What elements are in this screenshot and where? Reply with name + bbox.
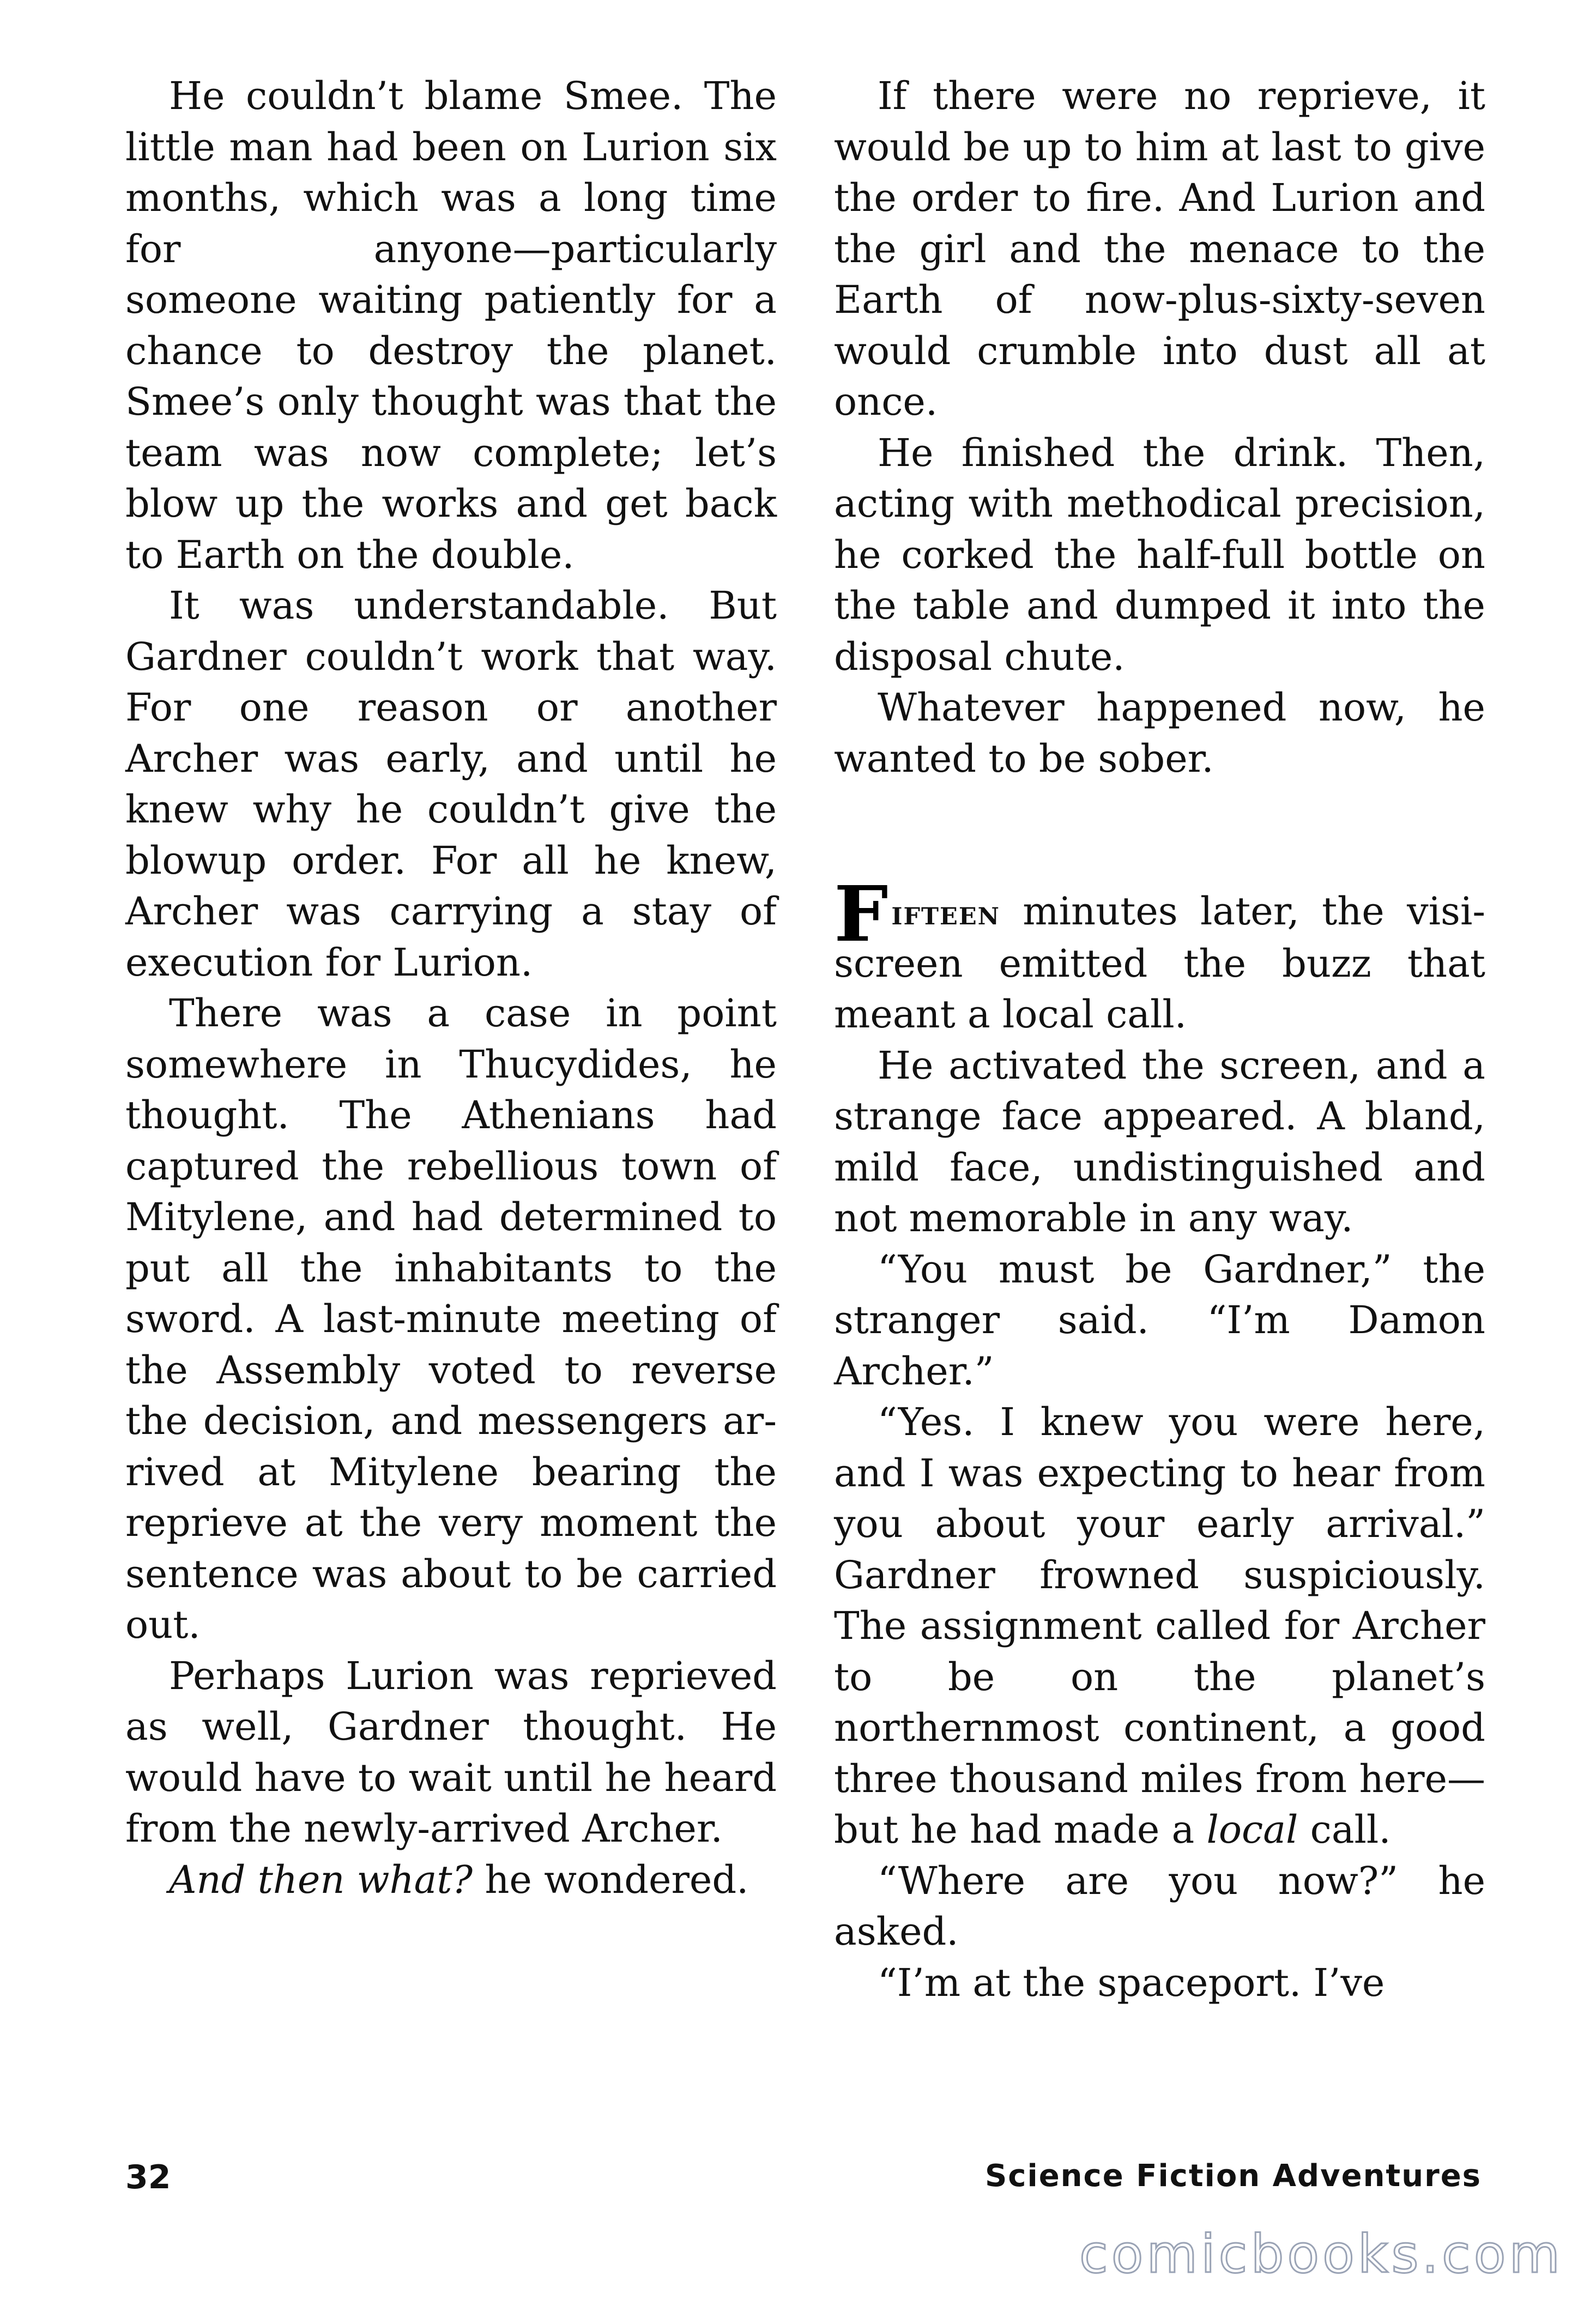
paragraph: “I’m at the spaceport. I’ve <box>878 1960 1385 2005</box>
paragraph: “You must be Gardner,” the stranger said. “I’m Damon Archer.” <box>834 1246 1485 1394</box>
left-column <box>125 71 777 1905</box>
paragraph-text: he wondered. <box>473 1857 749 1902</box>
paragraph <box>834 1397 1485 1856</box>
paragraph: He activated the screen, and a strange face appeared. A bland, mild face, undistinguished and not memorable in any way. <box>834 1043 1485 1240</box>
paragraph <box>125 1855 777 1906</box>
italic-text: local <box>1206 1807 1298 1852</box>
paragraph: “Where are you now?” he asked. <box>834 1858 1485 1954</box>
magazine-title: Science Fiction Adventures <box>984 2158 1482 2194</box>
paragraph-text: minutes later, the visi-screen emitted the buzz that meant a local call. <box>834 889 1485 1037</box>
paragraph-text: call. <box>1298 1807 1391 1852</box>
section-opening-paragraph <box>834 870 1485 1040</box>
paragraph: If there were no reprieve, it would be up to him at last to give the order to fire. And Lurion and the girl and the menace to the Earth of now-plus-sixty-seven would crumble into dust all at once. <box>834 74 1485 424</box>
paragraph: There was a case in point somewhere in Thucydides, he thought. The Athenians had captured the rebellious town of Mitylene, and had determined to put all the inhabitants to the sword. A last-minute meeting of the Assembly voted to reverse the decision, and messengers arrived at Mitylene bearing the reprieve at the very moment the sentence was about to be carried out. <box>125 991 777 1647</box>
paragraph: He finished the drink. Then, acting with methodical precision, he corked the half-full bottle on the table and dumped it into the disposal chute. <box>834 430 1485 679</box>
paragraph: It was understandable. But Gardner couldn’t work that way. For one reason or another Archer was early, and until he knew why he couldn’t give the blowup order. For all he knew, Archer was carrying a stay of execution for Lurion. <box>125 583 777 985</box>
right-column <box>834 71 1485 2008</box>
drop-cap: F <box>834 870 888 959</box>
paragraph: Perhaps Lurion was reprieved as well, Gardner thought. He would have to wait until he heard from the newly-arrived Archer. <box>125 1653 777 1851</box>
page-number: 32 <box>125 2158 171 2196</box>
paragraph: He couldn’t blame Smee. The little man had been on Lurion six months, which was a long time for anyone—particularly someone waiting patiently for a chance to destroy the planet. Smee’s only thought was that the team was now complete; let’s blow up the works and get back to Earth on the double. <box>125 74 777 577</box>
section-break <box>834 784 1485 886</box>
paragraph-text: “Yes. I knew you were here, and I was expecting to hear from you about your early arrival.” Gardner frowned suspiciously. The assignment called for Archer to be on the planet’s northernmost continent, a good three thousand miles from here—but he had made a <box>834 1400 1485 1852</box>
small-caps-word: ifteen <box>891 893 1000 933</box>
italic-text: And then what? <box>169 1857 473 1902</box>
watermark: comicbooks.com <box>1079 2224 1563 2285</box>
paragraph: Whatever happened now, he wanted to be sober. <box>834 685 1485 781</box>
